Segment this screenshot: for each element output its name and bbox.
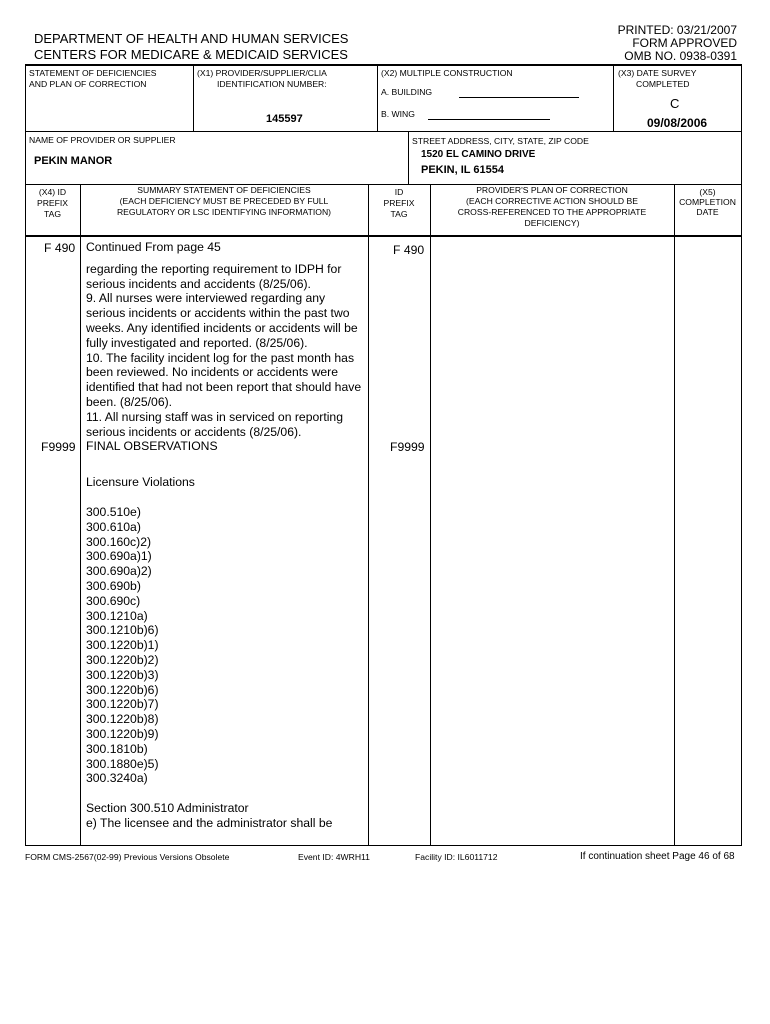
address-label: STREET ADDRESS, CITY, STATE, ZIP CODE [412, 136, 589, 146]
x4-header-3: TAG [43, 209, 62, 219]
footer-page-number: If continuation sheet Page 46 of 68 [580, 851, 735, 862]
x5-header-2: COMPLETION [679, 197, 736, 207]
statement-label-1: STATEMENT OF DEFICIENCIES [29, 68, 157, 78]
violation-item: 300.1210b)6) [86, 623, 159, 638]
x4-header-1: (X4) ID [38, 187, 67, 197]
violation-item: 300.1220b)7) [86, 697, 159, 712]
violation-item: 300.1810b) [86, 741, 148, 756]
provider-name-label: NAME OF PROVIDER OR SUPPLIER [29, 135, 176, 145]
footer-facility-id: Facility ID: IL6011712 [415, 852, 498, 862]
violation-item: 300.1220b)3) [86, 667, 159, 682]
city-state-zip: PEKIN, IL 61554 [421, 164, 504, 176]
violation-item: 300.160c)2) [86, 534, 152, 549]
provider-name: PEKIN MANOR [34, 155, 113, 167]
footer-form-number: FORM CMS-2567(02-99) Previous Versions Obsolete [25, 852, 230, 862]
violation-item: 300.690c) [86, 593, 141, 608]
tag-f9999-right: F9999 [390, 440, 425, 454]
violation-item: 300.690a)1) [86, 549, 152, 564]
building-label: A. BUILDING [381, 87, 433, 97]
violation-item: 300.690b) [86, 578, 141, 593]
violation-item: 300.1220b)9) [86, 726, 159, 741]
continued-line: Continued From page 45 [86, 240, 221, 254]
form-approved: FORM APPROVED [632, 36, 737, 50]
x3-label-1: (X3) DATE SURVEY [618, 68, 697, 78]
x2-label: (X2) MULTIPLE CONSTRUCTION [381, 68, 513, 78]
final-observations: FINAL OBSERVATIONS [86, 439, 218, 454]
x1-label-1: (X1) PROVIDER/SUPPLIER/CLIA [197, 68, 327, 78]
section-heading: Section 300.510 Administrator [86, 801, 249, 816]
paragraph-1: regarding the reporting requirement to IDPH for serious incidents and accidents (8/25/06). [86, 261, 342, 291]
violation-item: 300.510e) [86, 504, 141, 519]
paragraph-2: 9. All nurses were interviewed regarding any serious incidents or accidents within the past two weeks. Any identified incidents or accidents will be fully investigated and reported. (8/25/06). [86, 291, 358, 350]
paragraph-3: 10. The facility incident log for the past month has been reviewed. No incidents or accidents were identified that had not been report that should have been. (8/25/06). [86, 350, 362, 409]
violation-item: 300.1220b)6) [86, 682, 159, 697]
summary-header-2: (EACH DEFICIENCY MUST BE PRECEDED BY FULL [119, 196, 329, 206]
x5-header-3: DATE [696, 207, 719, 217]
statement-label-2: AND PLAN OF CORRECTION [29, 79, 147, 89]
x3-label-2: COMPLETED [636, 79, 690, 89]
id-header-3: TAG [390, 209, 408, 219]
omb-number: OMB NO. 0938-0391 [624, 49, 737, 63]
printed-date: PRINTED: 03/21/2007 [617, 23, 737, 37]
x5-header-1: (X5) [699, 187, 716, 197]
violation-item: 300.610a) [86, 519, 141, 534]
agency-line-2: CENTERS FOR MEDICARE & MEDICAID SERVICES [34, 47, 348, 62]
licensure-violations: Licensure Violations [86, 475, 195, 490]
x1-label-2: IDENTIFICATION NUMBER: [217, 79, 327, 89]
violation-item: 300.690a)2) [86, 564, 152, 579]
building-line [459, 97, 579, 98]
id-header-2: PREFIX [383, 198, 415, 208]
plan-header-2: (EACH CORRECTIVE ACTION SHOULD BE [466, 196, 638, 206]
footer-event-id: Event ID: 4WRH11 [298, 852, 370, 862]
survey-code: C [670, 96, 680, 111]
tag-f490-right: F 490 [393, 243, 425, 257]
paragraph-4: 11. All nursing staff was in serviced on reporting serious incidents or accidents (8/25/06). [86, 409, 343, 439]
tag-f490-left: F 490 [44, 241, 76, 255]
violations-list [86, 505, 366, 786]
wing-line [428, 119, 550, 120]
violation-item: 300.1220b)2) [86, 652, 159, 667]
street-address: 1520 EL CAMINO DRIVE [421, 149, 536, 160]
summary-header-1: SUMMARY STATEMENT OF DEFICIENCIES [137, 185, 311, 195]
survey-date: 09/08/2006 [647, 116, 708, 130]
wing-label: B. WING [381, 109, 415, 119]
violation-item: 300.1220b)8) [86, 712, 159, 727]
provider-id-number: 145597 [266, 113, 303, 125]
x4-header-2: PREFIX [36, 198, 69, 208]
plan-header-4: DEFICIENCY) [524, 218, 580, 228]
id-header-1: ID [394, 187, 404, 197]
violation-item: 300.1880e)5) [86, 756, 159, 771]
plan-header-1: PROVIDER'S PLAN OF CORRECTION [476, 185, 628, 195]
violation-item: 300.1210a) [86, 608, 148, 623]
agency-line-1: DEPARTMENT OF HEALTH AND HUMAN SERVICES [34, 31, 349, 46]
violation-item: 300.3240a) [86, 771, 148, 786]
deficiency-summary [86, 240, 366, 831]
summary-header-3: REGULATORY OR LSC IDENTIFYING INFORMATION) [116, 207, 332, 217]
section-e: e) The licensee and the administrator shall be [86, 815, 333, 830]
plan-header-3: CROSS-REFERENCED TO THE APPROPRIATE [457, 207, 647, 217]
violation-item: 300.1220b)1) [86, 638, 159, 653]
tag-f9999-left: F9999 [41, 440, 76, 454]
